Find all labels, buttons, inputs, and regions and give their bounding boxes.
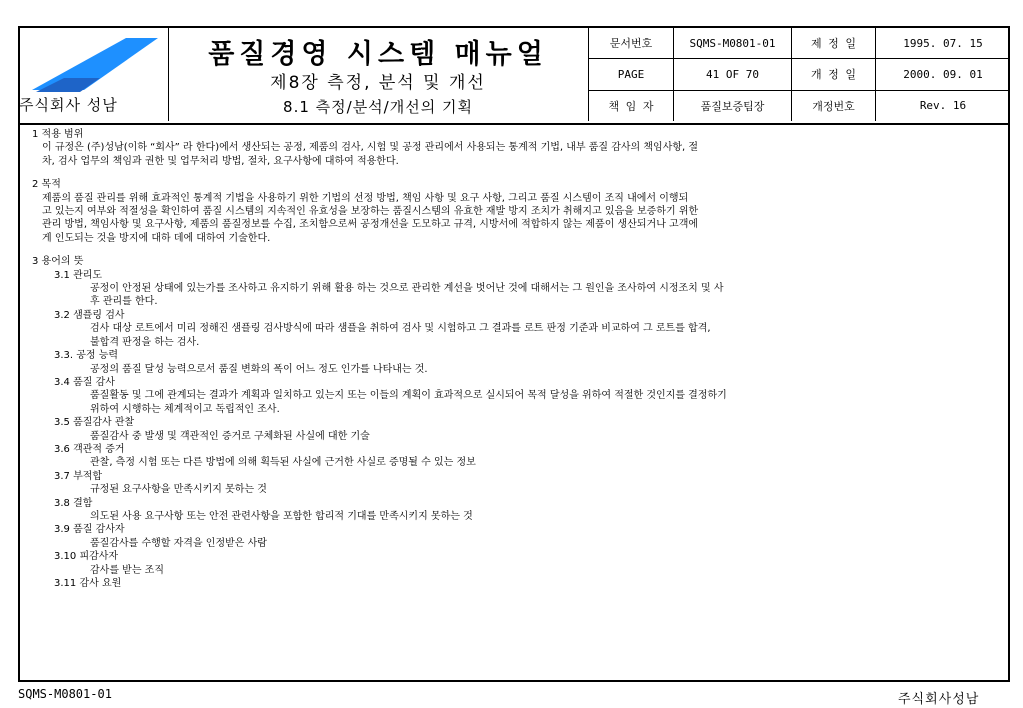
section-title: 8.1 측정/분석/개선의 기획 [283,98,473,116]
term-title: 3.4 품질 감사 [54,376,115,388]
info-label: 개정번호 [792,90,876,121]
info-value: SQMS-M0801-01 [674,28,792,59]
section-heading: 2 목적 [32,179,61,191]
info-row [589,59,1011,90]
paragraph-line: 게 인도되는 것을 방지에 대하 데에 대하여 기술한다. [42,232,271,244]
term-title: 3.2 샘플링 검사 [54,309,125,321]
document-body [32,128,998,590]
company-logo-icon [30,32,160,94]
info-label: 문서번호 [589,28,674,59]
info-value: 2000. 09. 01 [876,59,1011,90]
section-heading: 3 용어의 뜻 [32,256,84,268]
term-definition: 품질감사 중 발생 및 객관적인 증거로 구체화된 사실에 대한 기술 [90,430,370,442]
chapter-title: 제8장 측정, 분석 및 개선 [270,73,486,93]
logo-cell [20,28,169,121]
term-definition: 후 관리를 한다. [90,296,158,308]
term-definition: 위하여 시행하는 체계적이고 독립적인 조사. [90,403,280,415]
term-title: 3.9 품질 감사자 [54,524,125,536]
term-definition: 공정이 안정된 상태에 있는가를 조사하고 유지하기 위해 활용 하는 것으로 관리한 계선을 벗어난 것에 대해서는 그 원인을 조사하여 시정조치 및 사 [90,283,724,295]
term-definition: 검사 대상 로트에서 미리 정해진 샘플링 검사방식에 따라 샘플을 취하여 검사 및 시험하고 그 결과를 로트 판정 기준과 비교하여 그 로트를 합격, [90,323,711,335]
term-definition: 감사를 받는 조직 [90,564,164,576]
term-definition: 품질감사를 수행할 자격을 인정받은 사람 [90,537,267,549]
info-value: Rev. 16 [876,90,1011,121]
term-title: 3.3. 공정 능력 [54,350,119,362]
paragraph-line: 이 규정은 (주)성남(이하 “회사” 라 한다)에서 생산되는 공정, 제품의 검사, 시험 및 공정 관리에서 사용되는 통계적 기법, 내부 품질 감사의 책임사항, 절 [42,142,699,154]
term-title: 3.7 부적합 [54,470,103,482]
paragraph-line: 제품의 품질 관리를 위해 효과적인 통계적 기법을 사용하기 위한 기법의 선정 방법, 책임 사항 및 요구 사항, 그리고 품질 시스템이 조직 내에서 이행되 [42,192,689,204]
info-label: 개 정 일 [792,59,876,90]
info-value: 41 OF 70 [674,59,792,90]
footer-company-name: 주식회사성남 [898,692,980,707]
section-heading: 1 적용 범위 [32,129,84,140]
info-label: 제 정 일 [792,28,876,59]
term-definition: 규정된 요구사항을 만족시키지 못하는 것 [90,484,267,496]
company-name: 주식회사 성남 [19,96,118,114]
document-info-table [588,28,1010,121]
term-definition: 관찰, 측정 시험 또는 다른 방법에 의해 획득된 사실에 근거한 사실로 증명될 수 있는 정보 [90,457,476,469]
info-label: 책 임 자 [589,90,674,121]
info-row [589,28,1011,59]
title-cell [168,28,589,121]
info-label: PAGE [589,59,674,90]
paragraph-line: 차, 검사 업무의 책임과 권한 및 업무처리 방법, 절차, 요구사항에 대하여 적용한다. [42,155,399,167]
term-definition: 의도된 사용 요구사항 또는 안전 관련사항을 포함한 합리적 기대를 만족시키지 못하는 것 [90,510,473,522]
info-value: 1995. 07. 15 [876,28,1011,59]
document-frame [18,26,1010,682]
info-row [589,90,1011,121]
term-definition: 공정의 품질 달성 능력으로서 품질 변화의 폭이 어느 정도 인가를 나타내는 것. [90,363,428,375]
term-title: 3.5 품질감사 관찰 [54,417,135,429]
term-title: 3.10 피감사자 [54,551,119,563]
footer-document-code: SQMS-M0801-01 [18,687,112,701]
term-title: 3.8 결함 [54,497,93,509]
term-title: 3.11 감사 요원 [54,578,122,589]
info-value: 품질보증팀장 [674,90,792,121]
term-title: 3.6 객관적 증거 [54,443,125,455]
manual-title: 품질경영 시스템 매뉴얼 [208,39,548,70]
document-header [20,28,1008,125]
term-definition: 불합격 판정을 하는 검사. [90,336,200,348]
term-title: 3.1 관리도 [54,269,103,281]
paragraph-line: 고 있는지 여부와 적절성을 확인하여 품질 시스템의 지속적인 유효성을 보장하는 품질시스템의 유효한 재발 방지 조치가 취해지고 있음을 보증하기 위한 [42,206,699,218]
term-definition: 품질활동 및 그에 관계되는 결과가 계획과 일치하고 있는지 또는 이들의 계획이 효과적으로 실시되어 목적 달성을 위하여 적절한 것인지를 결정하기 [90,390,727,402]
paragraph-line: 관리 방법, 책임사항 및 요구사항, 제품의 품질정보를 수집, 조치함으로써 공정개선을 도모하고 규격, 시방서에 적합하지 않는 제품이 생산되거나 고객에 [42,219,699,231]
